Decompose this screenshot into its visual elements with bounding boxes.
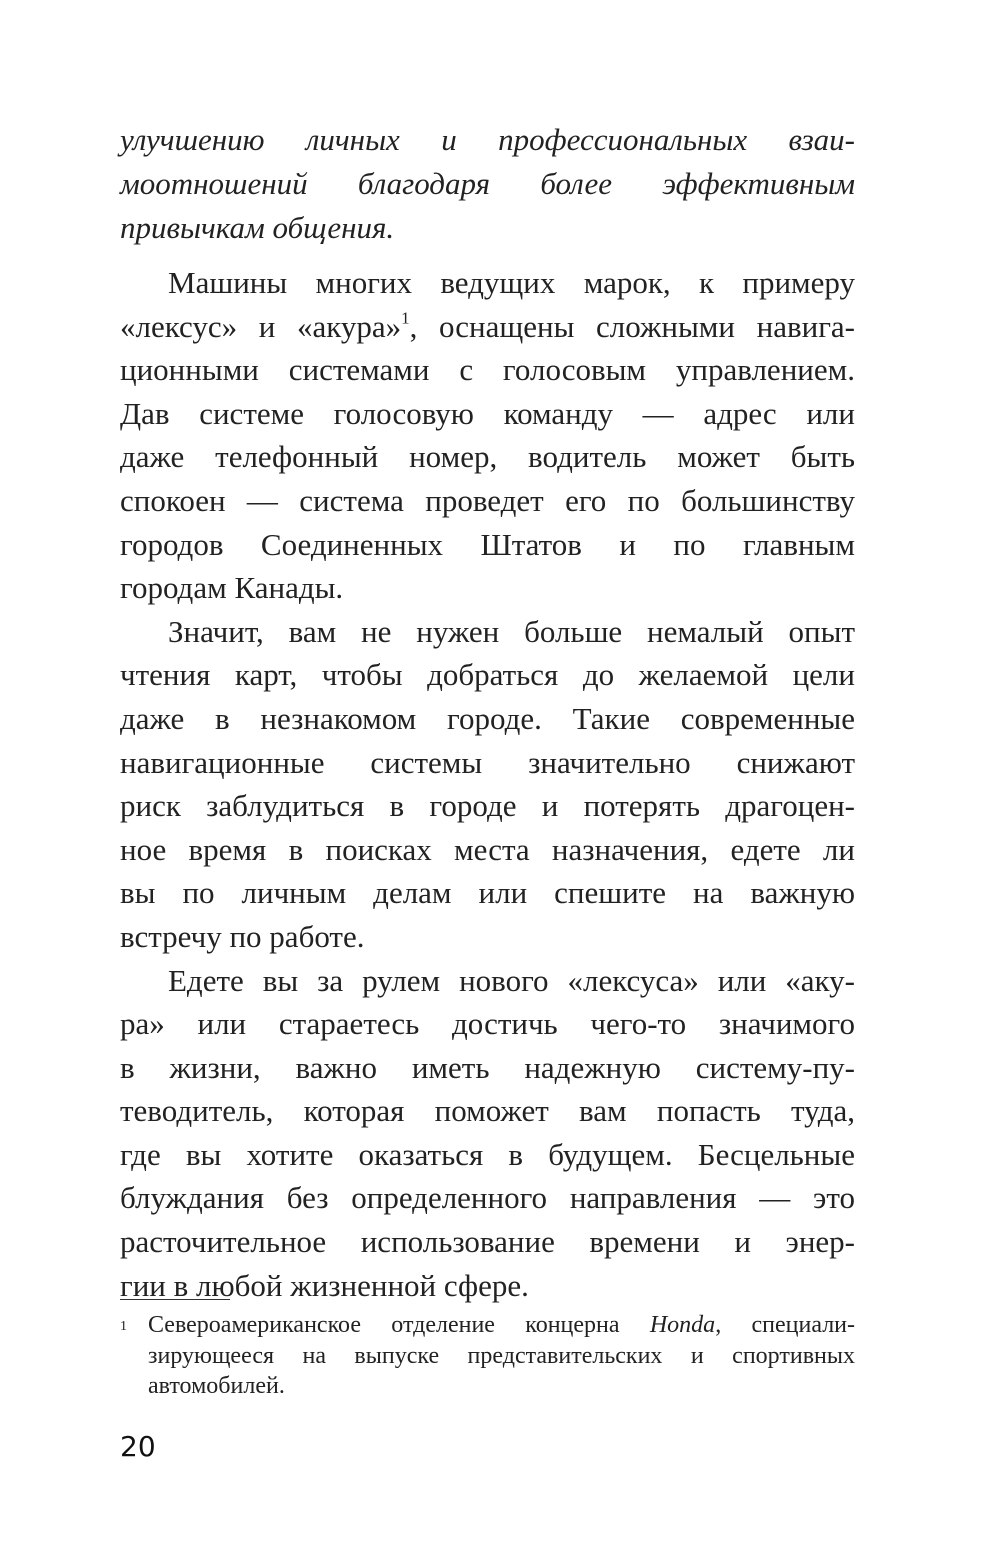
footnote-divider [120,1299,230,1300]
body-text [120,261,855,1307]
footnote-mark: 1 [120,1319,127,1334]
text-line: встречу по работе. [120,918,365,954]
text-line: ра» или стараетесь достичь чего-то значимого [120,1006,855,1042]
text-line: навигационные системы значительно снижают [120,744,855,780]
text-line: привычкам общения. [120,210,395,245]
text-line: городам Канады. [120,570,344,606]
text-line: расточительное использование времени и энер- [120,1224,855,1260]
text-fragment-italic: Honda [649,1312,716,1338]
text-line: моотношений благодаря более эффективным [120,166,855,201]
text-line: ное время в поисках места назначения, едете ли [120,831,855,867]
text-line: ционными системами с голосовым управлением. [120,352,855,388]
text-line: даже в незнакомом городе. Такие современные [120,700,855,736]
text-fragment: , специали- [715,1312,855,1338]
footnote-line [148,1310,855,1341]
text-fragment: , оснащены сложными навига- [409,308,855,344]
text-line: даже телефонный номер, водитель может быть [120,439,855,475]
footnote-line: автомобилей. [148,1373,285,1399]
text-fragment: Североамериканское отделение концерна [148,1312,650,1338]
text-line: Машины многих ведущих марок, к примеру [168,265,855,300]
text-line: в жизни, важно иметь надежную систему-пу- [120,1049,855,1085]
footnote-reference[interactable]: 1 [401,307,410,327]
text-line: Едете вы за рулем нового «лексуса» или «аку- [168,962,855,998]
text-line: гии в любой жизненной сфере. [120,1267,529,1303]
text-line: Дав системе голосовую команду — адрес или [120,395,855,431]
italic-paragraph [120,118,855,250]
text-line [120,305,855,349]
text-line: Значит, вам не нужен больше немалый опыт [168,613,855,649]
text-line: риск заблудиться в городе и потерять драгоцен- [120,788,855,824]
text-line: чтения карт, чтобы добраться до желаемой цели [120,657,855,693]
text-line: спокоен — система проведет его по большинству [120,482,855,518]
text-line: блуждания без определенного направления — это [120,1180,855,1216]
text-line: где вы хотите оказаться в будущем. Бесцельные [120,1136,855,1172]
text-line: теводитель, которая поможет вам попасть туда, [120,1093,855,1129]
page-number: 20 [120,1430,156,1463]
text-fragment: «лексус» и «акура» [120,308,402,344]
text-line: вы по личным делам или спешите на важную [120,875,855,911]
text-line: городов Соединенных Штатов и по главным [120,526,855,562]
footnote-line: зирующееся на выпуске представительских и спортивных [148,1342,855,1369]
text-line: улучшению личных и профессиональных взаи- [120,122,855,157]
footnote [120,1310,855,1402]
